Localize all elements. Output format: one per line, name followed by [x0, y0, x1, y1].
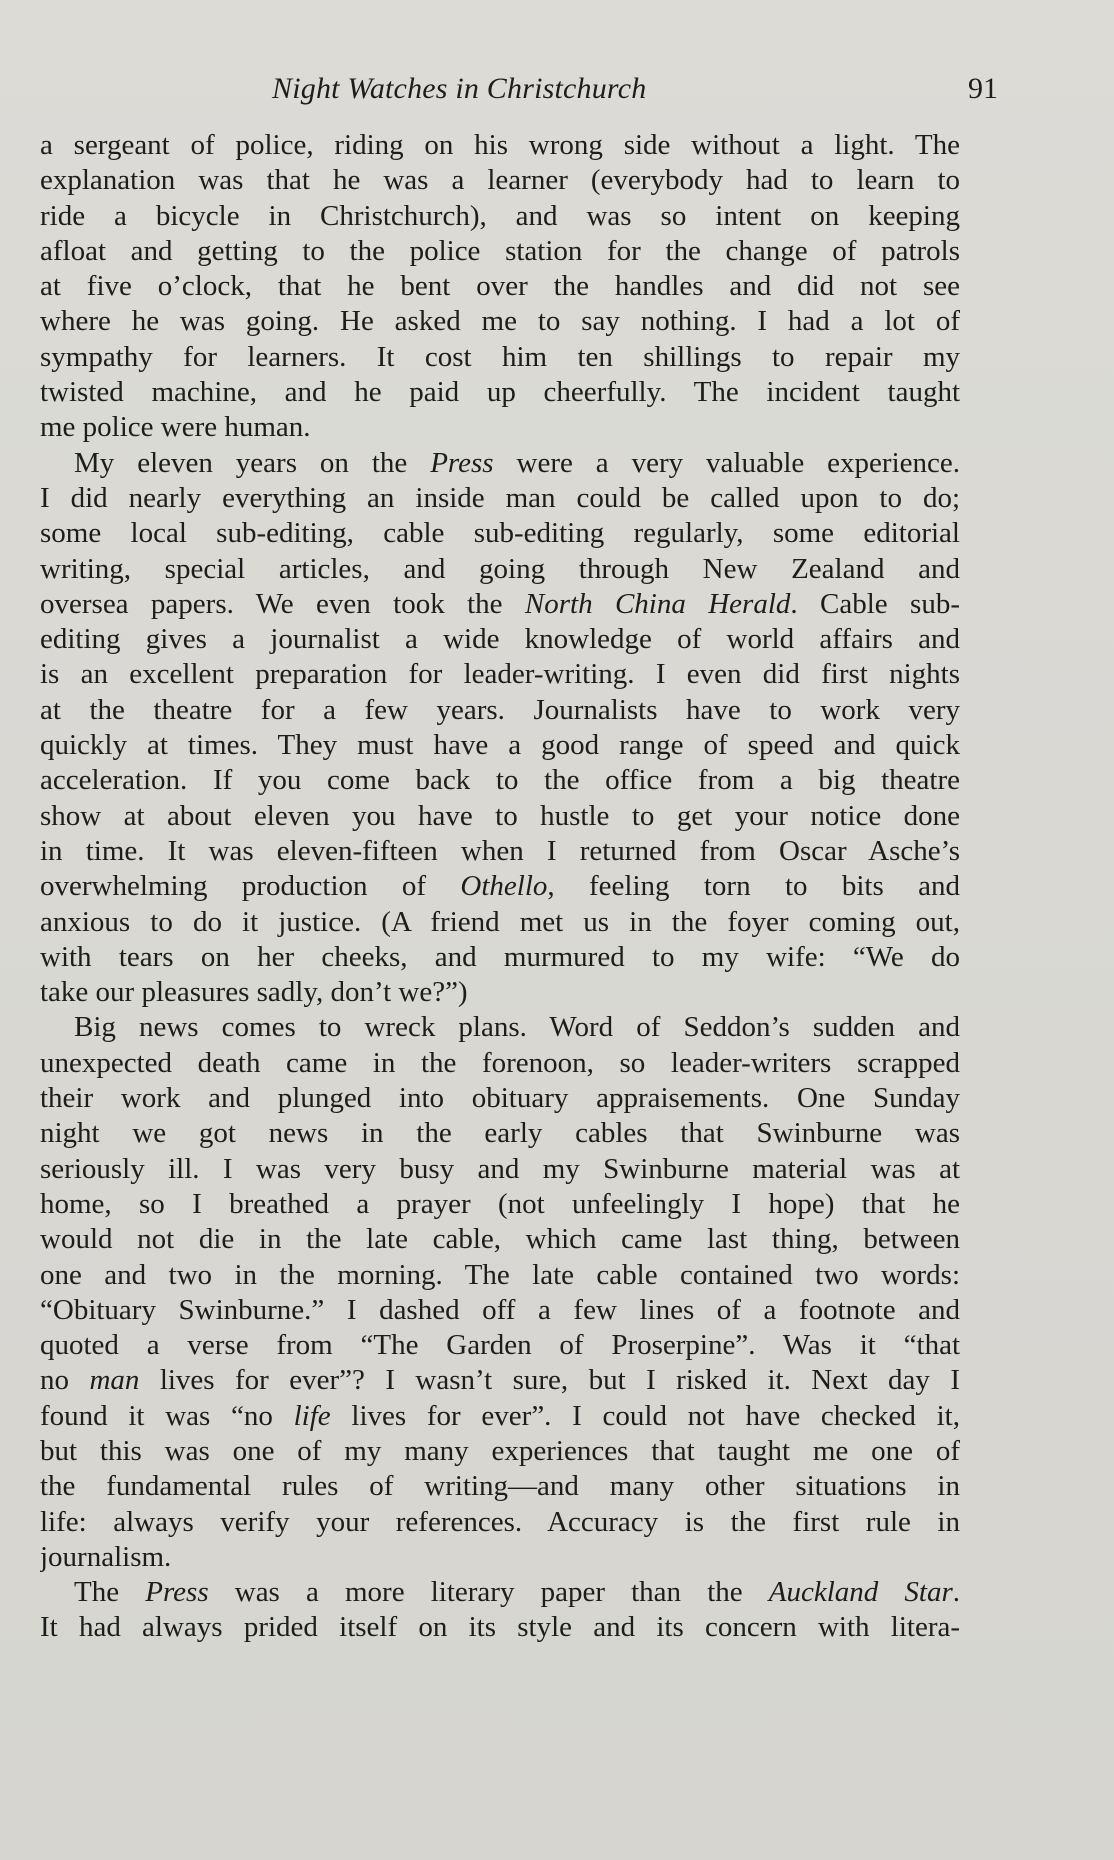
line-text: at the theatre for a few years. Journalists have to work very: [40, 693, 960, 726]
line-text: with tears on her cheeks, and murmured to my wife: “We do: [40, 940, 960, 973]
text-line: [40, 763, 960, 798]
line-text: would not die in the late cable, which came last thing, between: [40, 1223, 960, 1256]
text-line: [40, 1258, 960, 1293]
line-text: I did nearly everything an inside man could be called upon to do;: [40, 481, 960, 514]
line-text: overwhelming production of: [40, 870, 461, 903]
line-text: one and two in the morning. The late cable contained two words:: [40, 1258, 960, 1291]
text-line: [40, 1540, 960, 1575]
line-text: anxious to do it justice. (A friend met us in the foyer coming out,: [40, 905, 960, 938]
line-text: editing gives a journalist a wide knowledge of world affairs and: [40, 623, 960, 656]
italic-text: Auckland Star: [768, 1576, 953, 1609]
line-text: acceleration. If you come back to the office from a big theatre: [40, 764, 960, 797]
line-text: is an excellent preparation for leader-writing. I even did first nights: [40, 658, 960, 691]
running-title: Night Watches in Christchurch: [272, 72, 647, 105]
text-line: [40, 340, 960, 375]
line-text: life: always verify your references. Accuracy is the first rule in: [40, 1505, 960, 1538]
text-line: [40, 1222, 960, 1257]
line-text: “Obituary Swinburne.” I dashed off a few lines of a footnote and: [40, 1293, 960, 1326]
text-line: [40, 269, 960, 304]
line-text: at five o’clock, that he bent over the handles and did not see: [40, 270, 960, 303]
text-line: [40, 587, 960, 622]
line-text: quickly at times. They must have a good range of speed and quick: [40, 729, 960, 762]
line-text: where he was going. He asked me to say nothing. I had a lot of: [40, 305, 960, 338]
text-line: [40, 1469, 960, 1504]
italic-text: life: [293, 1399, 331, 1432]
line-text: The: [74, 1576, 146, 1609]
text-line: [40, 304, 960, 339]
page-number: 91: [968, 72, 998, 105]
line-text: were a very valuable experience.: [493, 446, 960, 479]
text-line: [40, 163, 960, 198]
text-line: [40, 1363, 960, 1398]
line-text: writing, special articles, and going through New Zealand and: [40, 552, 960, 585]
text-line: [40, 1328, 960, 1363]
line-text: their work and plunged into obituary appraisements. One Sunday: [40, 1082, 960, 1115]
line-text: was a more literary paper than the: [208, 1576, 769, 1609]
line-text: home, so I breathed a prayer (not unfeelingly I hope) that he: [40, 1187, 960, 1220]
text-line: [40, 1046, 960, 1081]
text-line: [40, 622, 960, 657]
text-line: [40, 199, 960, 234]
italic-text: Press: [145, 1576, 209, 1609]
text-line: [40, 1152, 960, 1187]
text-line: [40, 481, 960, 516]
line-text: Big news comes to wreck plans. Word of Seddon’s sudden and: [74, 1011, 960, 1044]
line-text: unexpected death came in the forenoon, so leader-writers scrapped: [40, 1046, 960, 1079]
line-text: the fundamental rules of writing—and many other situations in: [40, 1470, 960, 1503]
line-text: show at about eleven you have to hustle to get your notice done: [40, 799, 960, 832]
text-line: [40, 516, 960, 551]
line-text: lives for ever”? I wasn’t sure, but I risked it. Next day I: [139, 1364, 960, 1397]
line-text: ride a bicycle in Christchurch), and was so intent on keeping: [40, 199, 960, 232]
italic-text: man: [89, 1364, 140, 1397]
text-line: [40, 1399, 960, 1434]
text-line: [40, 1010, 960, 1045]
text-line: [40, 1116, 960, 1151]
line-text: lives for ever”. I could not have checked it,: [330, 1399, 960, 1432]
text-line: [40, 693, 960, 728]
text-line: [40, 1505, 960, 1540]
text-line: [40, 834, 960, 869]
line-text: journalism.: [40, 1540, 172, 1573]
text-line: [40, 1610, 960, 1645]
line-text: me police were human.: [40, 411, 311, 444]
line-text: a sergeant of police, riding on his wrong side without a light. The: [40, 129, 960, 161]
text-line: [40, 940, 960, 975]
line-text: night we got news in the early cables that Swinburne was: [40, 1117, 960, 1150]
text-line: [40, 128, 960, 163]
italic-text: Press: [430, 446, 494, 479]
text-line: [40, 975, 960, 1010]
text-line: [40, 799, 960, 834]
text-line: [40, 410, 960, 445]
line-text: found it was “no: [40, 1399, 294, 1432]
text-line: [40, 234, 960, 269]
line-text: oversea papers. We even took the: [40, 587, 525, 620]
line-text: seriously ill. I was very busy and my Swinburne material was at: [40, 1152, 960, 1185]
line-text: My eleven years on the: [74, 446, 431, 479]
text-line: [40, 1187, 960, 1222]
text-line: [40, 1575, 960, 1610]
text-line: [40, 869, 960, 904]
text-line: [40, 375, 960, 410]
text-line: [40, 1434, 960, 1469]
line-text: take our pleasures sadly, don’t we?”): [40, 976, 468, 1009]
text-line: [40, 1081, 960, 1116]
line-text: quoted a verse from “The Garden of Proserpine”. Was it “that: [40, 1329, 960, 1362]
line-text: no: [40, 1364, 90, 1397]
line-text: sympathy for learners. It cost him ten shillings to repair my: [40, 340, 960, 373]
text-line: [40, 1293, 960, 1328]
text-line: [40, 446, 960, 481]
line-text: , feeling torn to bits and: [547, 870, 960, 903]
line-text: but this was one of my many experiences that taught me one of: [40, 1434, 960, 1467]
line-text: . Cable sub-: [790, 587, 960, 620]
text-line: [40, 657, 960, 692]
line-text: twisted machine, and he paid up cheerfully. The incident taught: [40, 376, 960, 409]
body-text: [40, 128, 960, 1646]
italic-text: North China Herald: [524, 587, 791, 620]
text-line: [40, 905, 960, 940]
line-text: It had always prided itself on its style and its concern with litera-: [40, 1611, 960, 1644]
line-text: in time. It was eleven-fifteen when I returned from Oscar Asche’s: [40, 834, 960, 867]
italic-text: Othello: [460, 870, 548, 903]
line-text: explanation was that he was a learner (everybody had to learn to: [40, 164, 960, 197]
page-header: [40, 72, 998, 116]
text-line: [40, 552, 960, 587]
line-text: some local sub-editing, cable sub-editing regularly, some editorial: [40, 517, 960, 550]
line-text: afloat and getting to the police station for the change of patrols: [40, 234, 960, 267]
line-text: .: [952, 1576, 960, 1609]
text-line: [40, 728, 960, 763]
